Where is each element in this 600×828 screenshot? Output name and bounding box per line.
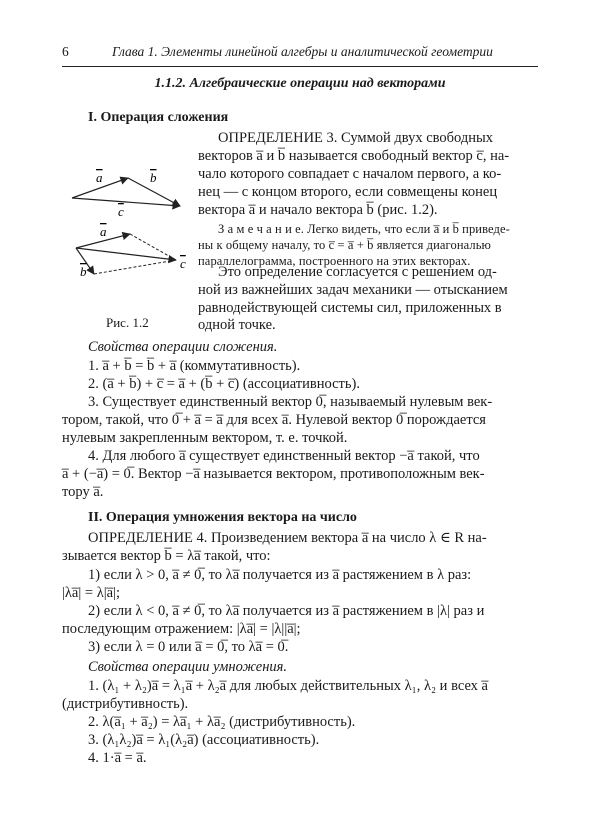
heading-multiplication: II. Операция умножения вектора на число: [88, 510, 357, 525]
label-b: b: [150, 170, 157, 185]
property-line: тором, такой, что 0̅ + a̅ = a̅ для всех a̅. Нулевой вектор 0̅ порождается: [62, 412, 486, 428]
dashed-side: [94, 260, 176, 274]
heading-addition: I. Операция сложения: [88, 110, 229, 125]
vector-c-arrow: [72, 198, 180, 206]
vector-parallelogram-figure: [68, 226, 198, 286]
properties-title: Свойства операции сложения.: [88, 339, 278, 355]
mechanics-line: Это определение согласуется с решением од-: [218, 264, 497, 280]
body-line: 1) если λ > 0, a̅ ≠ 0̅, то λa̅ получается из a̅ растяжением в λ раз:: [88, 567, 472, 583]
mechanics-line: ной из важнейших задач механики — отысканием: [198, 282, 508, 298]
label-a: a: [100, 224, 107, 239]
property-line: 3. Существует единственный вектор 0̅, называемый нулевым век-: [88, 394, 493, 410]
body-line: |λa̅| = λ|a̅|;: [62, 585, 120, 601]
property-line: тору a̅.: [62, 484, 104, 500]
body-line: ОПРЕДЕЛЕНИЕ 4. Произведением вектора a̅ на число λ ∈ R на-: [88, 530, 487, 546]
body-line: последующим отражением: |λa̅| = |λ||a̅|;: [62, 621, 301, 637]
body-line: 2) если λ < 0, a̅ ≠ 0̅, то λa̅ получается из a̅ растяжением в |λ| раз и: [88, 603, 485, 619]
property-line: a̅ + (−a̅) = 0̅. Вектор −a̅ называется вектором, противоположным век-: [62, 466, 485, 482]
property-line: 2. (a̅ + b̅) + c̅ = a̅ + (b̅ + c̅) (ассоциативность).: [88, 376, 360, 392]
body-line: 3) если λ = 0 или a̅ = 0̅, то λa̅ = 0̅.: [88, 639, 289, 655]
mechanics-line: одной точке.: [198, 317, 276, 333]
remark-line: ны к общему началу, то c̅ = a̅ + b̅ является диагональю: [198, 238, 491, 252]
label-a: a: [96, 170, 103, 185]
property-line: (дистрибутивность).: [62, 696, 189, 712]
definition-line: вектора a̅ и начало вектора b̅ (рис. 1.2).: [198, 202, 438, 218]
mechanics-line: равнодействующей системы сил, приложенных в: [198, 300, 502, 316]
label-b: b: [80, 264, 87, 279]
running-header: Глава 1. Элементы линейной алгебры и аналитической геометрии: [112, 44, 493, 59]
remark-line: З а м е ч а н и е. Легко видеть, что если a̅ и b̅ приведе-: [218, 222, 510, 236]
property-line: 2. λ(a̅₁ + a̅₂) = λa̅₁ + λa̅₂ (дистрибутивность).: [88, 714, 356, 730]
property-line: 1. (λ₁ + λ₂)a̅ = λ₁a̅ + λ₂a̅ для любых действительных λ₁, λ₂ и всех a̅: [88, 678, 488, 694]
label-c: c: [118, 204, 124, 219]
figure-caption: Рис. 1.2: [106, 315, 149, 330]
vector-triangle-figure: [70, 166, 200, 219]
property-line: 4. 1·a̅ = a̅.: [88, 750, 147, 766]
definition-line: чало которого совпадает с началом первого, а ко-: [198, 166, 502, 182]
vector-c-arrow: [76, 248, 176, 260]
header-rule: [62, 66, 538, 67]
property-line: нулевым закрепленным вектором, т. е. точкой.: [62, 430, 348, 446]
remark-line: параллелограмма, построенного на этих векторах.: [198, 254, 471, 268]
page-number: 6: [62, 44, 69, 59]
definition-line: векторов a̅ и b̅ называется свободный вектор c̅, на-: [198, 148, 510, 164]
property-line: 3. (λ₁λ₂)a̅ = λ₁(λ₂a̅) (ассоциативность).: [88, 732, 320, 748]
label-c: c: [180, 256, 186, 271]
section-title: 1.1.2. Алгебраические операции над векторами: [154, 76, 446, 91]
properties-title: Свойства операции умножения.: [88, 659, 288, 675]
property-line: 4. Для любого a̅ существует единственный вектор −a̅ такой, что: [88, 448, 480, 464]
dashed-side: [130, 234, 176, 260]
body-line: зывается вектор b̅ = λa̅ такой, что:: [62, 548, 271, 564]
property-line: 1. a̅ + b̅ = b̅ + a̅ (коммутативность).: [88, 358, 301, 374]
definition-line: нец — с концом второго, если совмещены конец: [198, 184, 498, 200]
definition-line: ОПРЕДЕЛЕНИЕ 3. Суммой двух свободных: [218, 130, 494, 146]
